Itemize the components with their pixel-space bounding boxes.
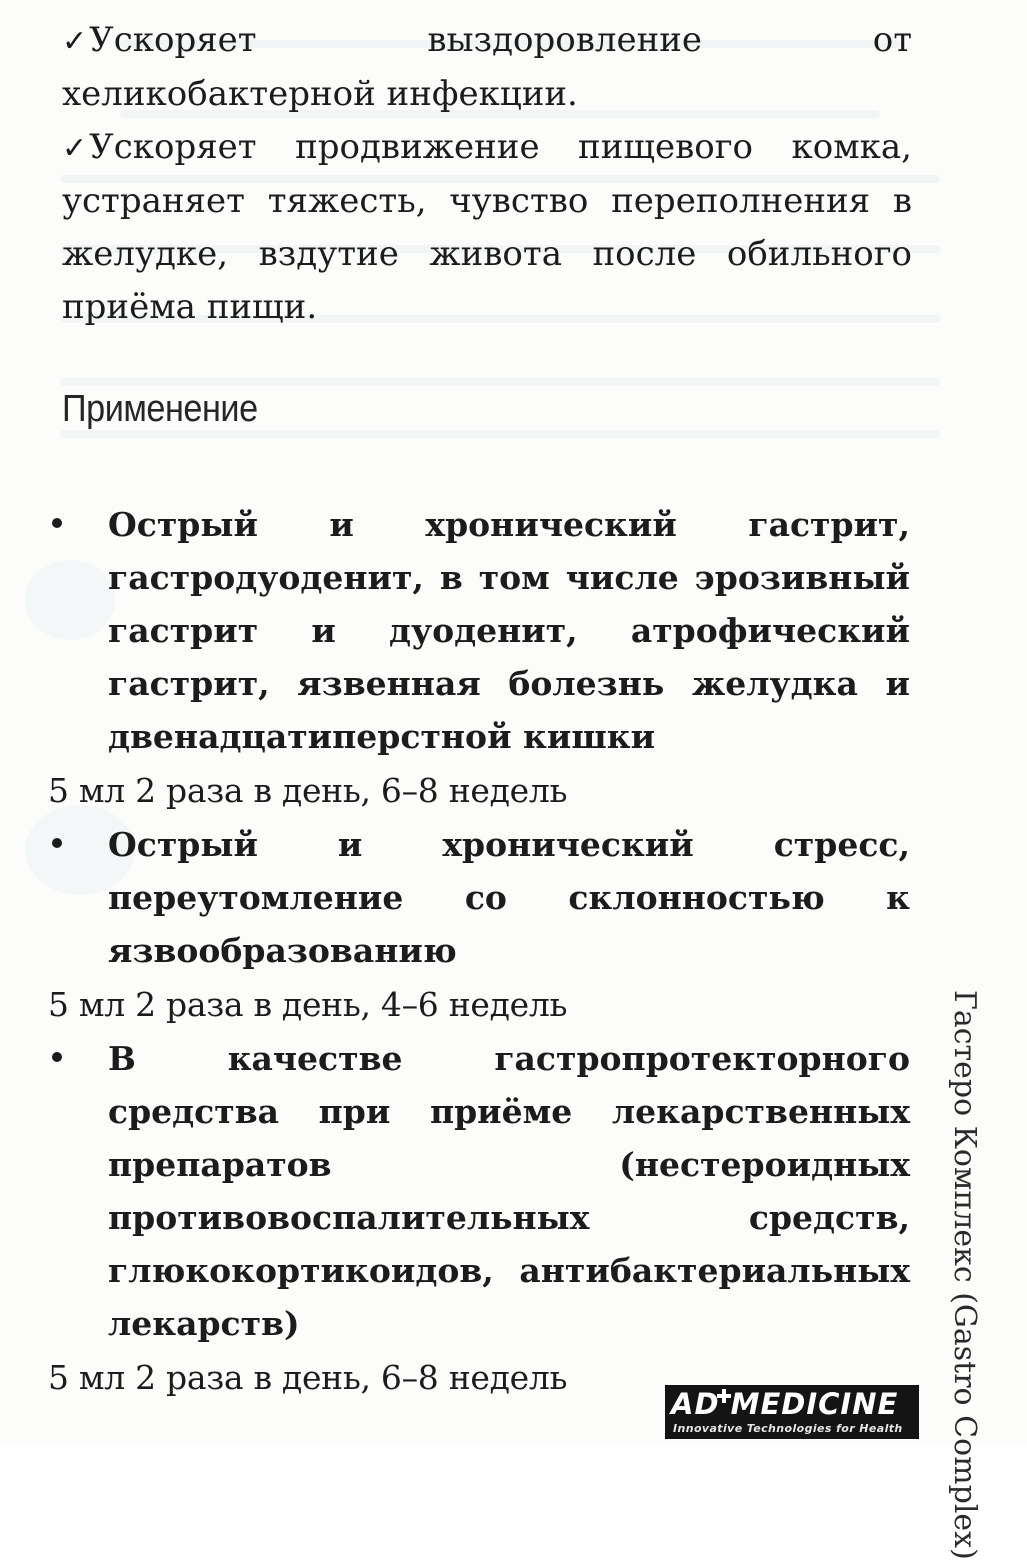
dosage-text: 5 мл 2 раза в день, 6–8 недель bbox=[48, 771, 568, 810]
logo-tagline: Innovative Technologies for Health bbox=[673, 1422, 903, 1435]
benefit-text: Ускоряет продвижение пищевого комка, устраняет тяжесть, чувство переполнения в желудке, вздутие живота после обильного приёма пищи. bbox=[62, 127, 912, 327]
brand-logo bbox=[665, 1385, 919, 1439]
benefit-item bbox=[62, 14, 912, 121]
indication-text: Острый и хронический стресс, переутомление со склонностью к язвообразованию bbox=[108, 825, 910, 970]
indication-item bbox=[48, 498, 910, 763]
bullet-icon bbox=[52, 838, 62, 848]
section-title: Применение bbox=[62, 388, 258, 430]
bullet-icon bbox=[52, 518, 62, 528]
benefit-item bbox=[62, 121, 912, 334]
check-icon: ✓ bbox=[62, 24, 88, 59]
vertical-product-title: Гастеро Комплекс (Gastro Complex) bbox=[947, 990, 982, 1560]
bullet-icon bbox=[52, 1052, 62, 1062]
indication-text: Острый и хронический гастрит, гастродуоденит, в том числе эрозивный гастрит и дуоденит, атрофический гастрит, язвенная болезнь желудка и двенадцатиперстной кишки bbox=[108, 505, 910, 756]
usage-list bbox=[48, 498, 910, 1405]
indication-item bbox=[48, 818, 910, 977]
benefits-list bbox=[62, 14, 912, 334]
dosage-text: 5 мл 2 раза в день, 4–6 недель bbox=[48, 985, 568, 1024]
logo-name: AD MEDICINE bbox=[671, 1387, 899, 1421]
check-icon: ✓ bbox=[62, 131, 88, 166]
benefit-text: Ускоряет выздоровление от хеликобактерной инфекции. bbox=[62, 20, 912, 114]
indication-item bbox=[48, 1032, 910, 1350]
dosage-text: 5 мл 2 раза в день, 6–8 недель bbox=[48, 1358, 568, 1397]
indication-text: В качестве гастропротекторного средства при приёме лекарственных препаратов (нестероидных противовоспалительных средств, глюкокортикоидов, антибактериальных лекарств) bbox=[108, 1039, 910, 1343]
